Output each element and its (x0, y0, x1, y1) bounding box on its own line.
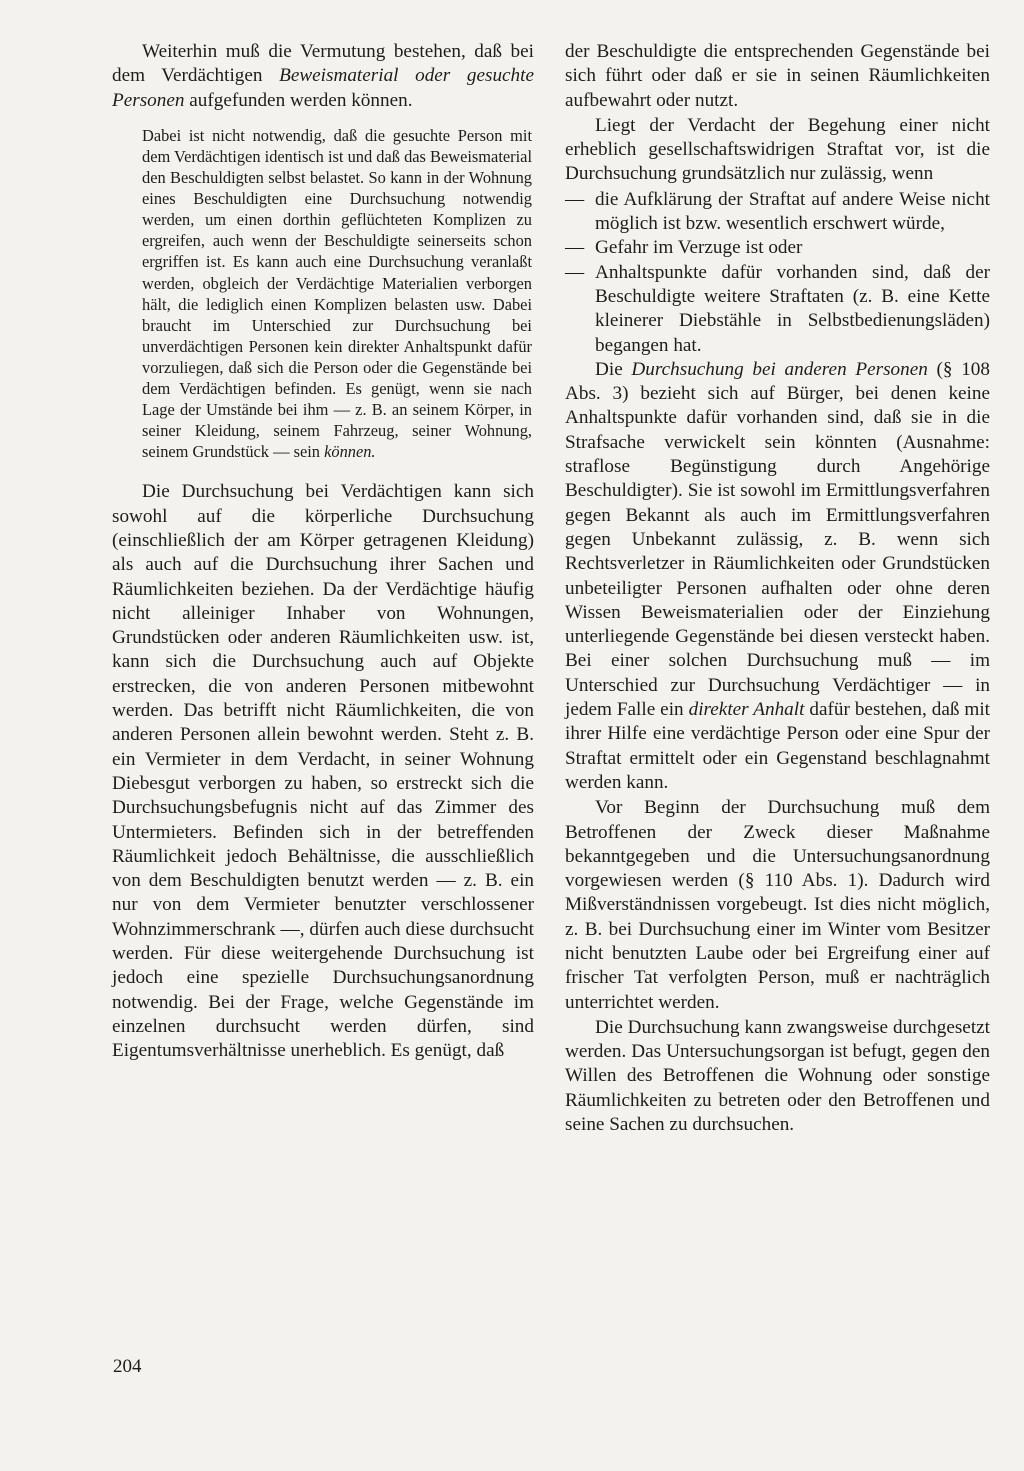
list-item-text: Gefahr im Verzuge ist oder (595, 237, 803, 259)
text-run: Dabei ist nicht notwendig, daß die gesuchte Person mit dem Verdächtigen identisch ist und daß das Beweismaterial den Beschuldigten selbst belastet. So kann in der Wohnung eines Beschuldigten eine Durchsuchung notwendig werden, um einen dorthin geflüchteten Komplizen zu ergreifen, auch wenn der Beschuldigte seinerseits schon ergriffen ist. Es kann auch eine Durchsuchung veranlaßt werden, obgleich der Verdächtige Materialien verborgen hält, die lediglich einen Komplizen belasten usw. Dabei braucht im Unterschied zur Durchsuchung bei unverdächtigen Personen kein direkter Anhaltspunkt dafür vorzuliegen, daß sich die Person oder die Gegenstände bei dem Verdächtigen befinden. Es genügt, wenn sie nach Lage der Umstände bei ihm — z. B. an seinem Körper, in seiner Kleidung, seinem Fahrzeug, seiner Wohnung, seinem Grundstück — sein (142, 125, 532, 462)
dash-bullet: — (565, 261, 585, 283)
emphasis: direkter Anhalt (688, 699, 805, 721)
text-run: aufgefunden werden können. (184, 89, 413, 111)
paragraph (565, 358, 990, 795)
paragraph: Liegt der Verdacht der Begehung einer nicht erheblich gesellschaftswidrigen Straftat vor, ist die Durchsuchung grundsätzlich nur zulässig, wenn (565, 114, 990, 185)
list-item-text: die Aufklärung der Straftat auf andere Weise nicht möglich ist bzw. wesentlich erschwert würde, (595, 188, 990, 235)
list-item (565, 261, 990, 358)
list-item (565, 188, 990, 237)
text-run: dafür bestehen, daß mit ihrer Hilfe eine verdächtige Person oder eine Spur der Straftat ermittelt oder ein Gegenstand beschlagnahmt werden kann. (565, 699, 990, 793)
emphasis: können. (324, 442, 376, 462)
paragraph: Die Durchsuchung kann zwangsweise durchgesetzt werden. Das Untersuchungsorgan ist befugt, gegen den Willen des Betroffenen die Wohnung oder sonstige Räumlichkeiten zu betreten oder den Betroffenen und seine Sachen zu durchsuchen. (565, 1016, 990, 1136)
dash-bullet: — (565, 188, 585, 210)
emphasis: Durchsuchung bei anderen Personen (631, 358, 928, 380)
emphasis: Beweismaterial oder gesuchte Personen (112, 65, 534, 111)
dash-bullet: — (565, 237, 585, 259)
paragraph: Vor Beginn der Durchsuchung muß dem Betroffenen der Zweck dieser Maßnahme bekanntgegeben und die Untersuchungsanordnung vorgewiesen werden (§ 110 Abs. 1). Dadurch wird Mißverständnissen vorgebeugt. Ist dies nicht möglich, z. B. bei Durchsuchung einer im Winter vom Besitzer nicht benutzten Laube oder bei Ergreifung einer auf frischer Tat verfolgten Person, muß er nachträglich unterrichtet werden. (565, 797, 990, 1013)
list-item (565, 236, 990, 260)
paragraph: Die Durchsuchung bei Verdächtigen kann sich sowohl auf die körperliche Durchsuchung (einschließlich der am Körper getragenen Kleidung) als auch auf die Durchsuchung ihrer Sachen und Räumlichkeiten beziehen. Da der Verdächtige häufig nicht alleiniger Inhaber von Wohnungen, Grundstücken oder anderen Räumlichkeiten usw. ist, kann sich die Durchsuchung auch auf Objekte erstrecken, die von anderen Personen mitbewohnt werden. Das betrifft nicht Räumlichkeiten, die von anderen Personen allein bewohnt werden. Steht z. B. ein Vermieter in dem Verdacht, in seiner Wohnung Diebesgut verborgen zu haben, so erstreckt sich die Durchsuchungsbefugnis nicht auf das Zimmer des Untermieters. Befinden sich in der betreffenden Räumlichkeit jedoch Behältnisse, die ausschließlich von dem Beschuldigten benutzt werden — z. B. ein nur von dem Vermieter benutzter verschlossener Wohnzimmerschrank —, dürfen auch diese durchsucht werden. Für diese weitergehende Durchsuchung ist jedoch eine spezielle Durchsuchungsanordnung notwendig. Bei der Frage, welche Gegenstände im einzelnen durchsucht werden dürfen, sind Eigentumsverhältnisse unerheblich. Es genügt, daß (112, 481, 534, 1062)
list-item-text: Anhaltspunkte dafür vorhanden sind, daß der Beschuldigte weitere Straftaten (z. B. eine Kette kleinerer Diebstähle in Selbstbedienungsläden) begangen hat. (595, 261, 990, 356)
page-number: 204 (113, 1356, 142, 1377)
paragraph: der Beschuldigte die entsprechenden Gegenstände bei sich führt oder daß er sie in seinen Räumlichkeiten aufbewahrt oder nutzt. (565, 41, 990, 111)
small-print-paragraph (112, 125, 534, 463)
text-run: Weiterhin muß die Vermutung bestehen, daß bei dem Verdächtigen (112, 41, 534, 87)
text-run: (§ 108 Abs. 3) bezieht sich auf Bürger, bei denen keine Anhaltspunkte dafür vorhanden sind, daß sie in die Strafsache verwickelt sein könnten (Ausnahme: straflose Begünstigung durch Angehörige Beschuldigter). Sie ist sowohl im Ermittlungsverfahren gegen Bekannt als auch im Ermittlungsverfahren gegen Unbekannt zulässig, z. B. wenn sich Rechtsverletzer in Räumlichkeiten oder Grundstücken unbeteiligter Personen aufhalten oder ohne deren Wissen Beweismaterialien oder der Einziehung unterliegende Gegenstände bei diesen versteckt haben. Bei einer solchen Durchsuchung muß — im Unterschied zur Durchsuchung Verdächtiger — in jedem Falle ein (565, 358, 990, 721)
paragraph (112, 40, 534, 113)
right-column (565, 40, 990, 1138)
text-run: Die (595, 358, 632, 380)
left-column (112, 40, 534, 1065)
dash-list (565, 188, 990, 358)
